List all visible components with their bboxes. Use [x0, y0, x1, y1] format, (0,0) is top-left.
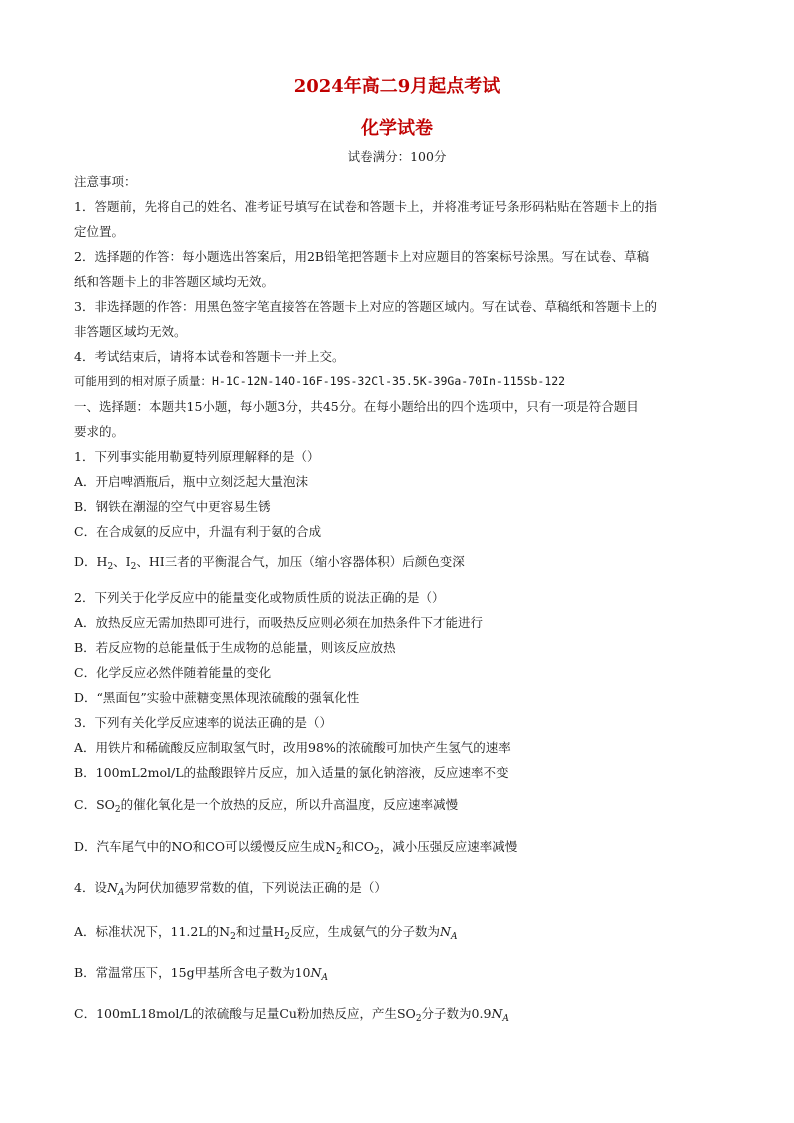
q4-c-text: 分子数为0.9	[421, 1006, 492, 1021]
notice-line: 3．非选择题的作答：用黑色签字笔直接答在答题卡上对应的答题区域内。写在试卷、草稿纸和答题卡上的	[74, 299, 657, 314]
q3-d-text: 和CO	[341, 839, 375, 854]
q4-option-c	[74, 1005, 724, 1028]
subscript: A	[450, 932, 458, 942]
math-variable: N	[106, 880, 118, 895]
q1-option-a: A．开启啤酒瓶后，瓶中立刻泛起大量泡沫	[74, 474, 309, 489]
subscript: 2	[284, 932, 290, 942]
exam-subject: 化学试卷	[361, 118, 433, 139]
q4-a-text: A．标准状况下，11.2L的N	[74, 924, 231, 939]
q1-d-text: D．H	[74, 554, 108, 569]
subscript: 2	[114, 805, 121, 815]
subscript: 2	[374, 847, 380, 857]
q4-stem-text: 为阿伏加德罗常数的值，下列说法正确的是（）	[124, 880, 387, 895]
q3-d-text: D．汽车尾气中的NO和CO可以缓慢反应生成N	[74, 839, 336, 854]
notice-heading: 注意事项：	[74, 174, 137, 189]
q4-b-text: B．常温常压下，15g甲基所含电子数为10	[74, 965, 311, 980]
notice-line: 非答题区域均无效。	[74, 324, 187, 339]
q1-option-b: B．钢铁在潮湿的空气中更容易生锈	[74, 499, 271, 514]
q3-d-text: ，减小压强反应速率减慢	[379, 839, 518, 854]
question-2-stem: 2．下列关于化学反应中的能量变化或物质性质的说法正确的是（）	[74, 590, 445, 605]
q2-option-a: A．放热反应无需加热即可进行，而吸热反应则必须在加热条件下才能进行	[74, 615, 484, 630]
q3-option-a: A．用铁片和稀硫酸反应制取氢气时，改用98%的浓硫酸可加快产生氢气的速率	[74, 740, 511, 755]
subscript: 2	[230, 932, 236, 942]
subscript: 2	[107, 562, 114, 572]
question-3-stem: 3．下列有关化学反应速率的说法正确的是（）	[74, 715, 332, 730]
section-heading: 一、选择题：本题共15小题，每小题3分，共45分。在每小题给出的四个选项中，只有一项是符合题目	[74, 399, 639, 414]
q4-option-a	[74, 923, 724, 946]
q4-c-text: C．100mL18mol/L的浓硫酸与足量Cu粉加热反应，产生SO	[74, 1006, 416, 1021]
q1-d-text: 、I	[113, 554, 131, 569]
question-4-stem	[74, 879, 724, 902]
q4-option-b	[74, 964, 724, 987]
q2-option-c: C．化学反应必然伴随着能量的变化	[74, 665, 272, 680]
atomic-masses: 可能用到的相对原子质量：H-1C-12N-14O-16F-19S-32Cl-35.5K-39Ga-70In-115Sb-122	[74, 374, 566, 388]
exam-title: 2024年高二9月起点考试	[293, 76, 501, 97]
subscript: 2	[415, 1014, 422, 1024]
notice-line: 2．选择题的作答：每小题选出答案后，用2B铅笔把答题卡上对应题目的答案标号涂黑。写在试卷、草稿	[74, 249, 650, 264]
subscript: 2	[130, 562, 137, 572]
q3-option-c	[74, 796, 724, 819]
section-heading-cont: 要求的。	[74, 424, 125, 439]
notice-line: 定位置。	[74, 224, 125, 239]
subscript: 2	[335, 847, 342, 857]
q1-d-text: 、HI三者的平衡混合气，加压（缩小容器体积）后颜色变深	[136, 554, 465, 569]
notice-line: 4．考试结束后，请将本试卷和答题卡一并上交。	[74, 349, 345, 364]
q1-option-c: C．在合成氨的反应中，升温有利于氨的合成	[74, 524, 322, 539]
q1-option-d	[74, 553, 724, 576]
math-variable: N	[310, 965, 322, 980]
q3-c-text: C．SO	[74, 797, 115, 812]
math-variable: N	[491, 1006, 503, 1021]
subscript: A	[117, 888, 125, 898]
notice-line: 纸和答题卡上的非答题区域均无效。	[74, 274, 275, 289]
full-score: 试卷满分：100分	[347, 149, 447, 164]
q3-option-d	[74, 838, 724, 861]
question-1-stem: 1．下列事实能用勒夏特列原理解释的是（）	[74, 449, 320, 464]
q4-a-text: 和过量H	[235, 924, 285, 939]
q4-stem-text: 4．设	[74, 880, 107, 895]
math-variable: N	[440, 924, 451, 939]
notice-line: 1．答题前，先将自己的姓名、准考证号填写在试卷和答题卡上，并将准考证号条形码粘贴在答题卡上的指	[74, 199, 657, 214]
q3-option-b: B．100mL2mol/L的盐酸跟锌片反应，加入适量的氯化钠溶液，反应速率不变	[74, 765, 509, 780]
q2-option-b: B．若反应物的总能量低于生成物的总能量，则该反应放热	[74, 640, 396, 655]
q3-c-text: 的催化氧化是一个放热的反应，所以升高温度，反应速率减慢	[120, 797, 459, 812]
subscript: A	[321, 973, 328, 983]
q4-a-text: 反应，生成氨气的分子数为	[289, 924, 440, 939]
subscript: A	[502, 1014, 509, 1024]
q2-option-d: D．“黑面包”实验中蔗糖变黑体现浓硫酸的强氧化性	[74, 690, 360, 705]
